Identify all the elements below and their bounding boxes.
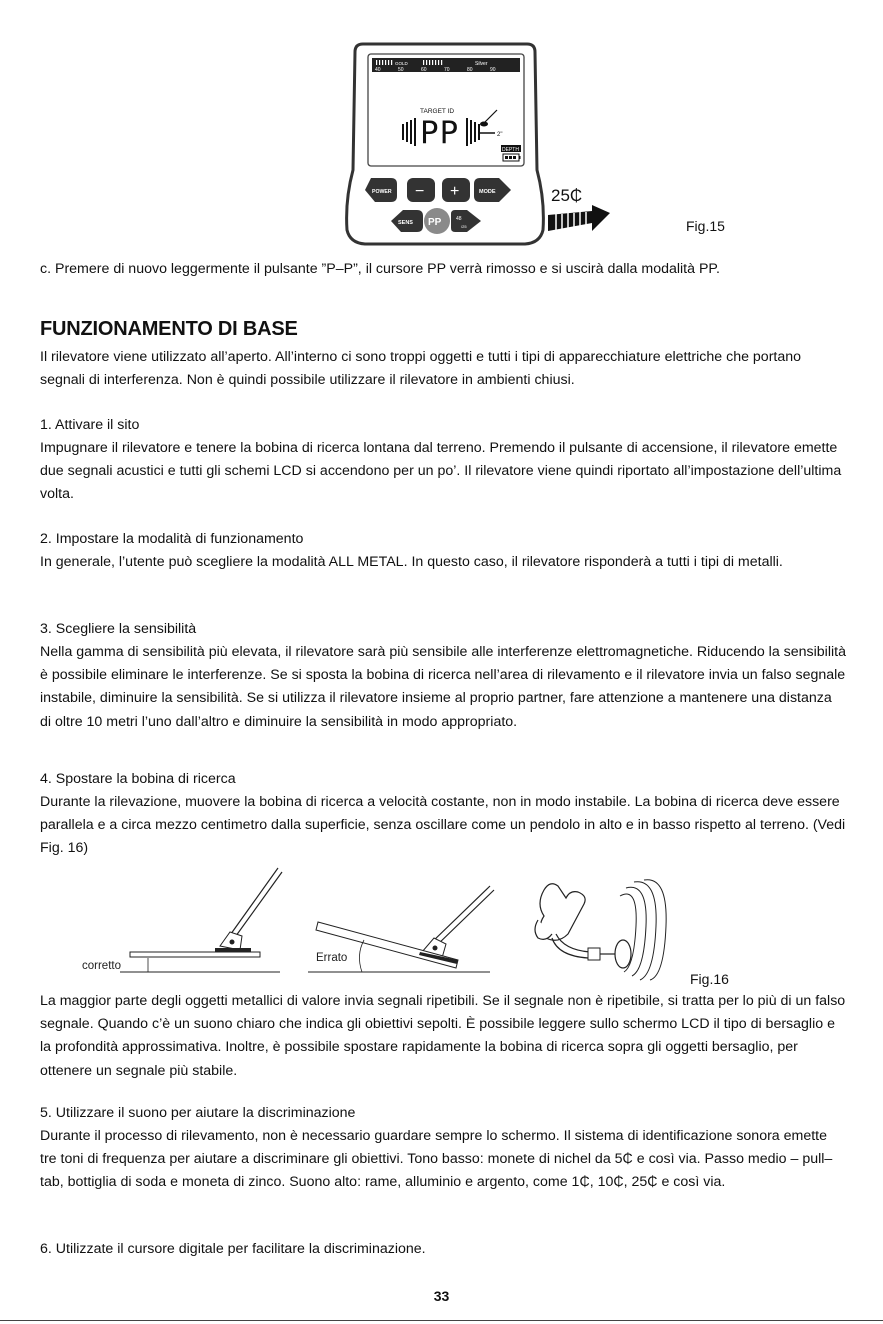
scale-number: 90 (490, 67, 496, 73)
label-correct: corretto (82, 960, 121, 972)
section5-title: 5. Utilizzare il suono per aiutare la discriminazione (40, 1105, 356, 1121)
para-c: c. Premere di nuovo leggermente il pulsante ”P–P”, il cursore PP verrà rimosso e si uscirà dalla modalità PP. (40, 261, 720, 277)
coil-wrong-illustration (300, 880, 500, 980)
section1-body: Impugnare il rilevatore e tenere la bobina di ricerca lontana dal terreno. Premendo il pulsante di accensione, il rilevatore emette due segnali acustici e tutti gli schemi LCD si accendono per un po’. Il rilevatore viene quindi riportato all’impostazione dell’ultima volta. (40, 440, 842, 503)
svg-text:POWER: POWER (372, 189, 392, 195)
fig16-caption: Fig.16 (690, 971, 729, 987)
para-after-fig16: La maggior parte degli oggetti metallici di valore invia segnali ripetibili. Se il segnale non è ripetibile, si tratta per lo più di un falso segnale. Quando c’è un suono chiaro che indica gli obiettivi sepolti. È possibile leggere sullo schermo LCD il tipo di bersaglio e la profondità approssimativa. Inoltre, è possibile spostare rapidamente la bobina di ricerca sopra gli oggetti bersaglio, per ottenere un segnale più stabile. (40, 993, 846, 1079)
section-heading: FUNZIONAMENTO DI BASE (40, 318, 298, 340)
lcd-scale-silver: Silver (475, 61, 488, 67)
lcd-depth-label: DEPTH (502, 147, 519, 153)
plus-button[interactable] (442, 178, 470, 202)
sweep-motion-illustration (528, 876, 678, 981)
lcd-target-id: TARGET ID (420, 108, 455, 115)
scale-number: 70 (444, 67, 450, 73)
lcd-depth-inch: 2" (497, 132, 503, 138)
control-panel-figure (335, 40, 555, 250)
section1-title: 1. Attivare il sito (40, 417, 140, 433)
svg-text:+: + (450, 183, 460, 200)
section5-body: Durante il processo di rilevamento, non è necessario guardare sempre lo schermo. Il sistema di identificazione sonora emette tre toni di frequenza per aiutare a discriminare gli obiettivi. Tono basso: monete di nichel da 5₵ e così via. Passo medio – pull–tab, bottiglia di soda e moneta di zinco. Suono alto: rame, alluminio e argento, come 1₵, 10₵, 25₵ e così via. (40, 1128, 833, 1191)
section4-body: Durante la rilevazione, muovere la bobina di ricerca a velocità costante, non in modo instabile. La bobina di ricerca deve essere parallela e a circa mezzo centimetro dalla superficie, senza oscillare come un pendolo in alto e in basso rispetto al terreno. (Vedi Fig. 16) (40, 794, 846, 857)
label-wrong: Errato (316, 952, 348, 964)
intro-paragraph: Il rilevatore viene utilizzato all’aperto. All’interno ci sono troppi oggetti e tutti i tipi di apparecchiature elettriche che portano segnali di interferenza. Non è quindi possibile utilizzare il rilevatore in ambienti chiusi. (40, 349, 802, 389)
coil-correct-illustration (120, 860, 290, 980)
lcd-display-value: PP (420, 115, 460, 151)
cursor-arrow-icon (548, 203, 618, 235)
section2-title: 2. Impostare la modalità di funzionamento (40, 531, 304, 547)
section3-title: 3. Scegliere la sensibilità (40, 621, 197, 637)
minus-button[interactable] (407, 178, 435, 202)
svg-text:PP: PP (428, 217, 442, 228)
section2-body: In generale, l’utente può scegliere la modalità ALL METAL. In questo caso, il rilevatore risponderà a tutti i tipi di metalli. (40, 554, 783, 570)
fig15-caption: Fig.15 (686, 218, 725, 234)
scale-number: 50 (398, 67, 404, 73)
svg-text:SENS: SENS (398, 220, 413, 226)
scale-number: 40 (375, 67, 381, 73)
svg-text:48: 48 (456, 216, 462, 222)
page-number: 33 (433, 1288, 450, 1304)
coin-indicator-label: 25₵ (551, 186, 583, 205)
scale-number: 80 (467, 67, 473, 73)
depth-coil-head-icon (480, 122, 488, 127)
svg-text:/25: /25 (461, 224, 467, 229)
section3-body: Nella gamma di sensibilità più elevata, il rilevatore sarà più sensibile alle interferenze elettromagnetiche. Riducendo la sensibilità è possibile eliminare le interferenze. Se si sposta la bobina di ricerca nell’area di rilevamento e il rilevatore invia un falso segnale instabile, diminuire la sensibilità. Se si utilizza il rilevatore insieme al proprio partner, fare attenzione a mantenere una distanza di oltre 10 metri l’uno dall’altro e diminuire la sensibilità in modo appropriato. (40, 644, 846, 730)
svg-text:MODE: MODE (479, 189, 496, 195)
svg-text:−: − (415, 183, 425, 200)
footer-rule (0, 1320, 883, 1321)
pp-button[interactable] (424, 208, 450, 234)
lcd-scale-gold: GOLD (395, 61, 408, 66)
scale-number: 60 (421, 67, 427, 73)
section6-title: 6. Utilizzate il cursore digitale per facilitare la discriminazione. (40, 1241, 426, 1257)
section4-title: 4. Spostare la bobina di ricerca (40, 771, 236, 787)
